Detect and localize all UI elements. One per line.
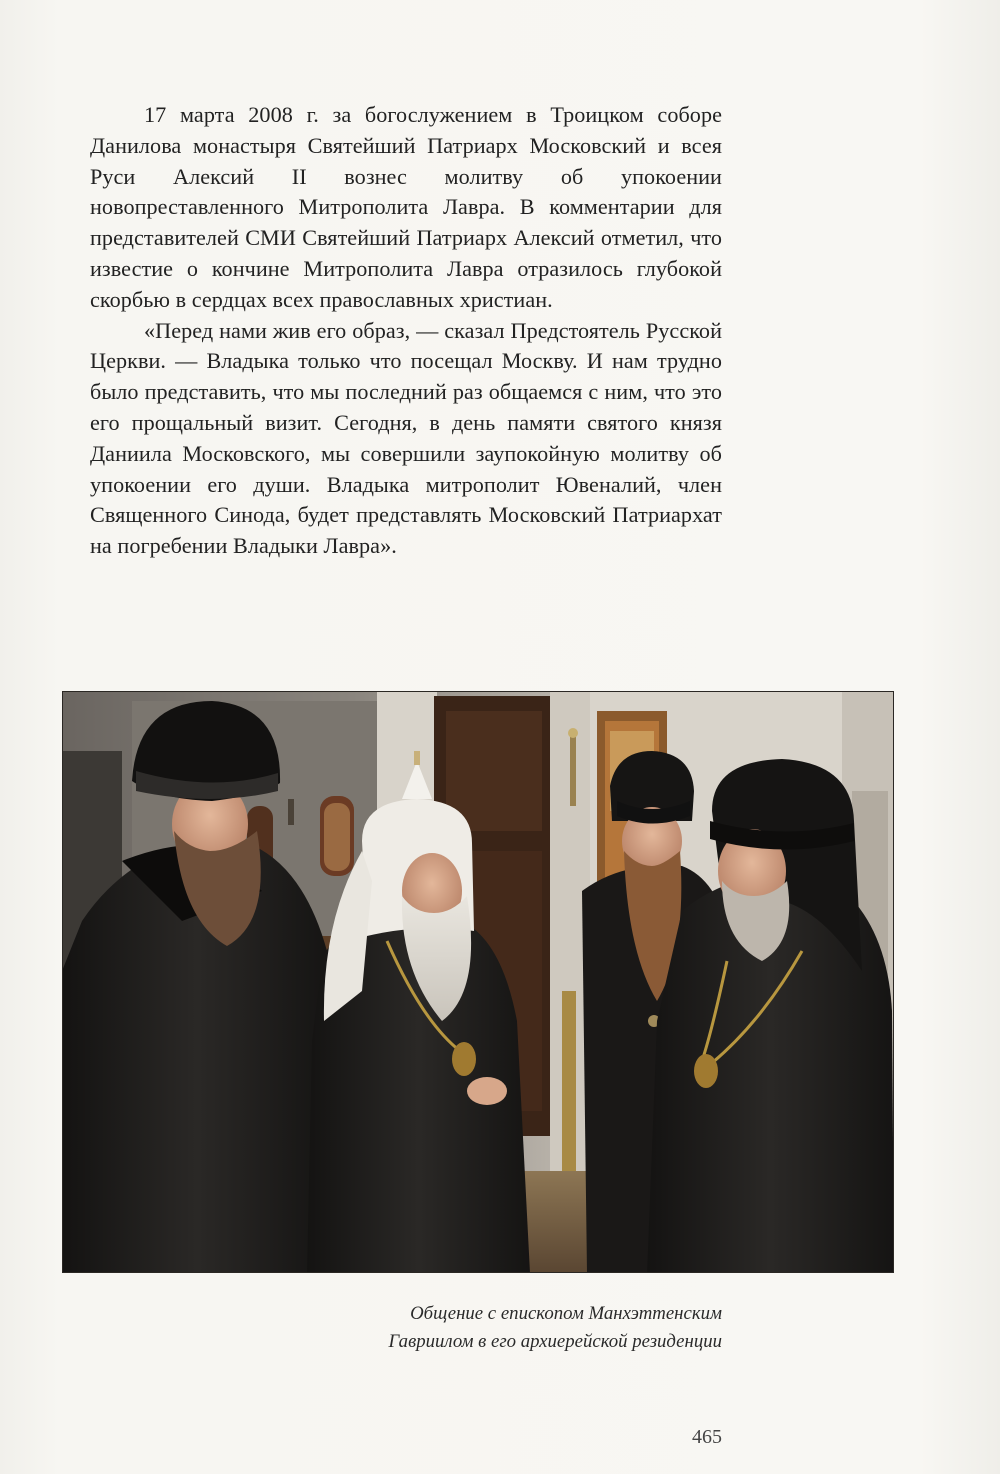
photograph-clergy-meeting [62, 691, 894, 1273]
paragraph-1: 17 марта 2008 г. за богослужением в Троицком соборе Данилова монастыря Святейший Патриарх Московский и всея Руси Алексий II вознес молитву об упокоении новопреставленного Митрополита Лавра. В комментарии для представителей СМИ Святейший Патриарх Алексий отметил, что известие о кончине Митрополита Лавра отразилось глубокой скорбью в сердцах всех православных христиан. [90, 102, 722, 312]
caption-line-1: Общение с епископом Манхэттенским [410, 1303, 722, 1324]
page-number: 465 [692, 1426, 722, 1448]
body-text [90, 100, 722, 562]
caption-line-2: Гавриилом в его архиерейской резиденции [388, 1331, 722, 1352]
photo-caption [300, 1300, 722, 1356]
paragraph-2: «Перед нами жив его образ, — сказал Предстоятель Русской Церкви. — Владыка только что посещал Москву. И нам трудно было представить, что мы последний раз общаемся с ним, что это его прощальный визит. Сегодня, в день памяти святого князя Даниила Московского, мы совершили заупокойную молитву об упокоении его души. Владыка митрополит Ювеналий, член Священного Синода, будет представлять Московский Патриархат на погребении Владыки Лавра». [90, 317, 722, 559]
photo-illustration [62, 691, 894, 1273]
